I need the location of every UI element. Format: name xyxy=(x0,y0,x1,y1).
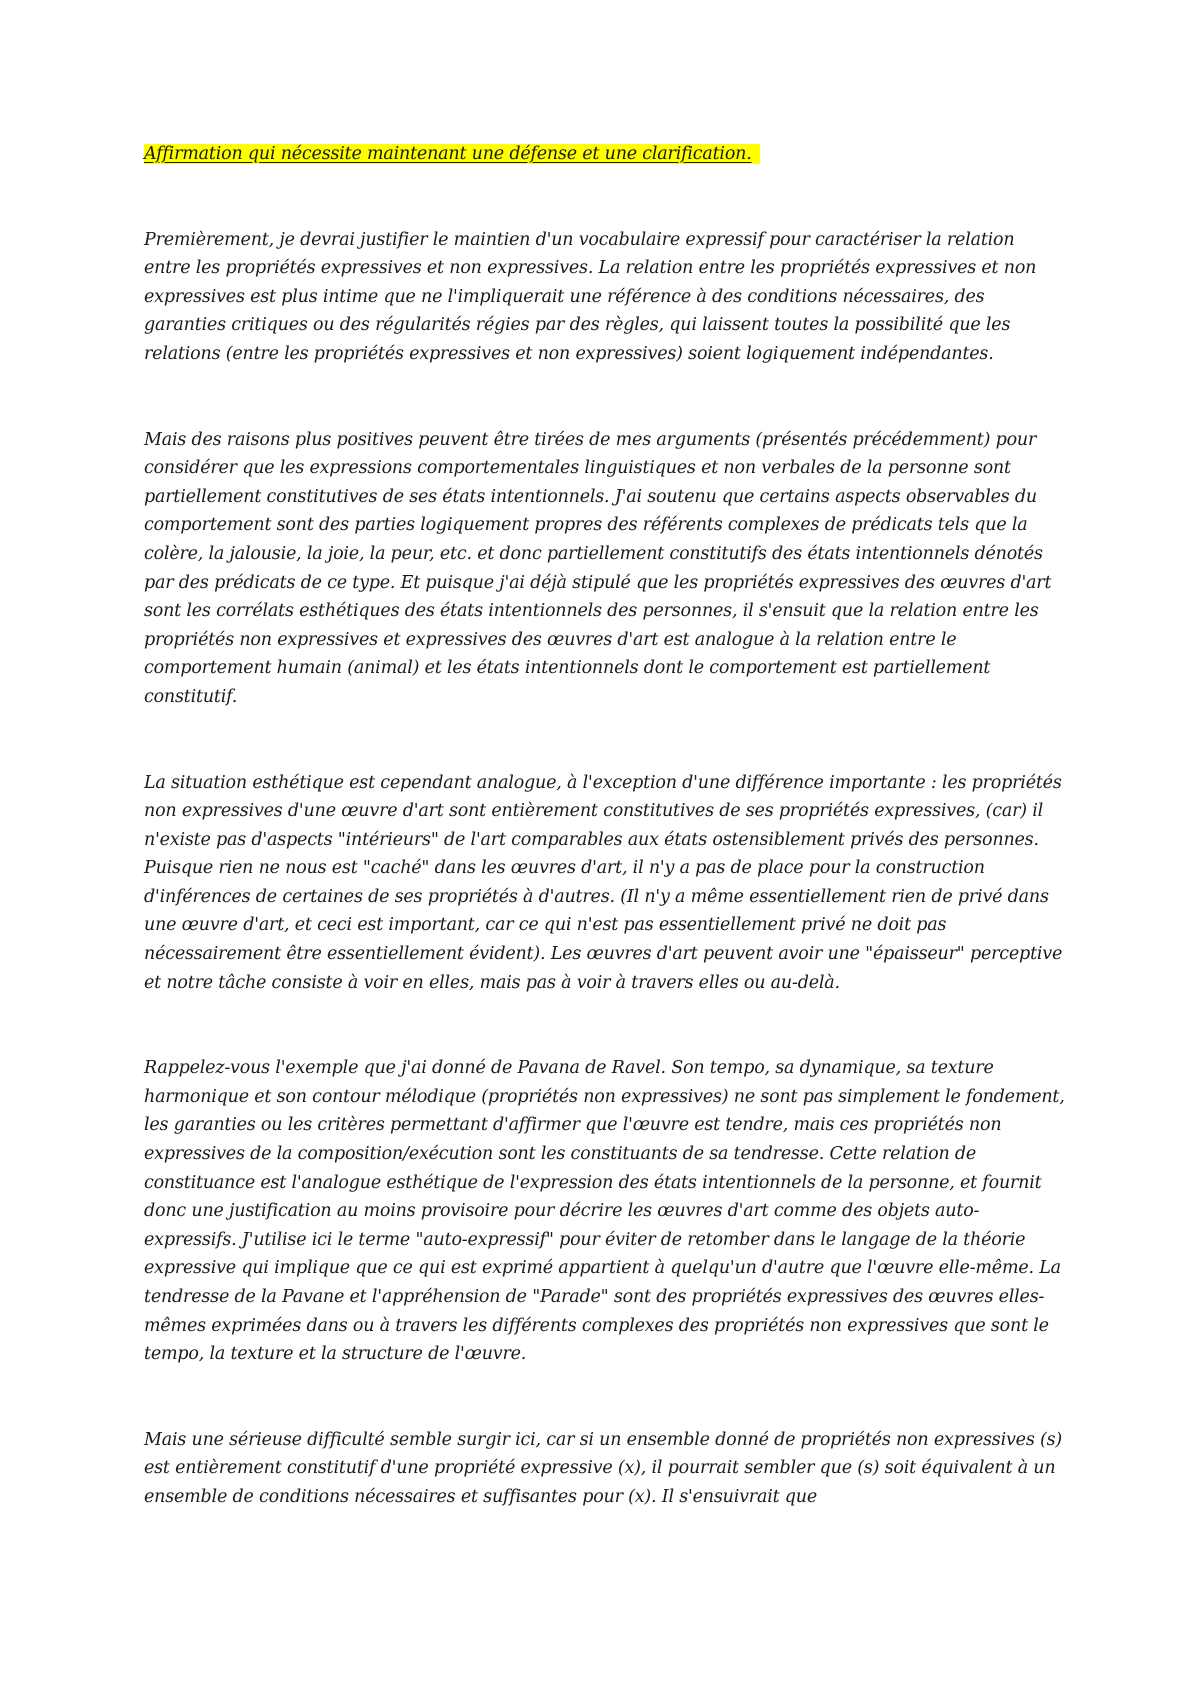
paragraph-5: Mais une sérieuse difficulté semble surgir ici, car si un ensemble donné de propriétés non expressives (s) est entièrement constitutif d'une propriété expressive (x), il pourrait sembler que (s) soit équivalent à un ensemble de conditions nécessaires et suffisantes pour (x). Il s'ensuivrait que xyxy=(144,1429,1062,1507)
highlighted-heading xyxy=(144,140,1066,169)
paragraph-2: Mais des raisons plus positives peuvent être tirées de mes arguments (présentés précédemment) pour considérer que les expressions comportementales linguistiques et non verbales de la personne sont partiellement constitutives de ses états intentionnels. J'ai soutenu que certains aspects observables du comportement sont des parties logiquement propres des référents complexes de prédicats tels que la colère, la jalousie, la joie, la peur, etc. et donc partiellement constitutifs des états intentionnels dénotés par des prédicats de ce type. Et puisque j'ai déjà stipulé que les propriétés expressives des œuvres d'art sont les corrélats esthétiques des états intentionnels des personnes, il s'ensuit que la relation entre les propriétés non expressives et expressives des œuvres d'art est analogue à la relation entre le comportement humain (animal) et les états intentionnels dont le comportement est partiellement constitutif. xyxy=(144,429,1052,707)
heading-text: Affirmation qui nécessite maintenant une défense et une clarification. xyxy=(144,144,760,164)
paragraph-3: La situation esthétique est cependant analogue, à l'exception d'une différence importante : les propriétés non expressives d'une œuvre d'art sont entièrement constitutives de ses propriétés expressives, (car) il n'existe pas d'aspects "intérieurs" de l'art comparables aux états ostensiblement privés des personnes. Puisque rien ne nous est "caché" dans les œuvres d'art, il n'y a pas de place pour la construction d'inférences de certaines de ses propriétés à d'autres. (Il n'y a même essentiellement rien de privé dans une œuvre d'art, et ceci est important, car ce qui n'est pas essentiellement privé ne doit pas nécessairement être essentiellement évident). Les œuvres d'art peuvent avoir une "épaisseur" perceptive et notre tâche consiste à voir en elles, mais pas à voir à travers elles ou au-delà. xyxy=(144,772,1063,993)
document-body xyxy=(144,140,1066,1512)
paragraph-4: Rappelez-vous l'exemple que j'ai donné de Pavana de Ravel. Son tempo, sa dynamique, sa texture harmonique et son contour mélodique (propriétés non expressives) ne sont pas simplement le fondement, les garanties ou les critères permettant d'affirmer que l'œuvre est tendre, mais ces propriétés non expressives de la composition/exécution sont les constituants de sa tendresse. Cette relation de constituance est l'analogue esthétique de l'expression des états intentionnels de la personne, et fournit donc une justification au moins provisoire pour décrire les œuvres d'art comme des objets auto-expressifs. J'utilise ici le terme "auto-expressif" pour éviter de retomber dans le langage de la théorie expressive qui implique que ce qui est exprimé appartient à quelqu'un d'autre que l'œuvre elle-même. La tendresse de la Pavane et l'appréhension de "Parade" sont des propriétés expressives des œuvres elles-mêmes exprimées dans ou à travers les différents complexes des propriétés non expressives que sont le tempo, la texture et la structure de l'œuvre. xyxy=(144,1058,1065,1365)
paragraph-1: Premièrement, je devrai justifier le maintien d'un vocabulaire expressif pour caractériser la relation entre les propriétés expressives et non expressives. La relation entre les propriétés expressives et non expressives est plus intime que ne l'impliquerait une référence à des conditions nécessaires, des garanties critiques ou des régularités régies par des règles, qui laissent toutes la possibilité que les relations (entre les propriétés expressives et non expressives) soient logiquement indépendantes. xyxy=(144,229,1037,364)
